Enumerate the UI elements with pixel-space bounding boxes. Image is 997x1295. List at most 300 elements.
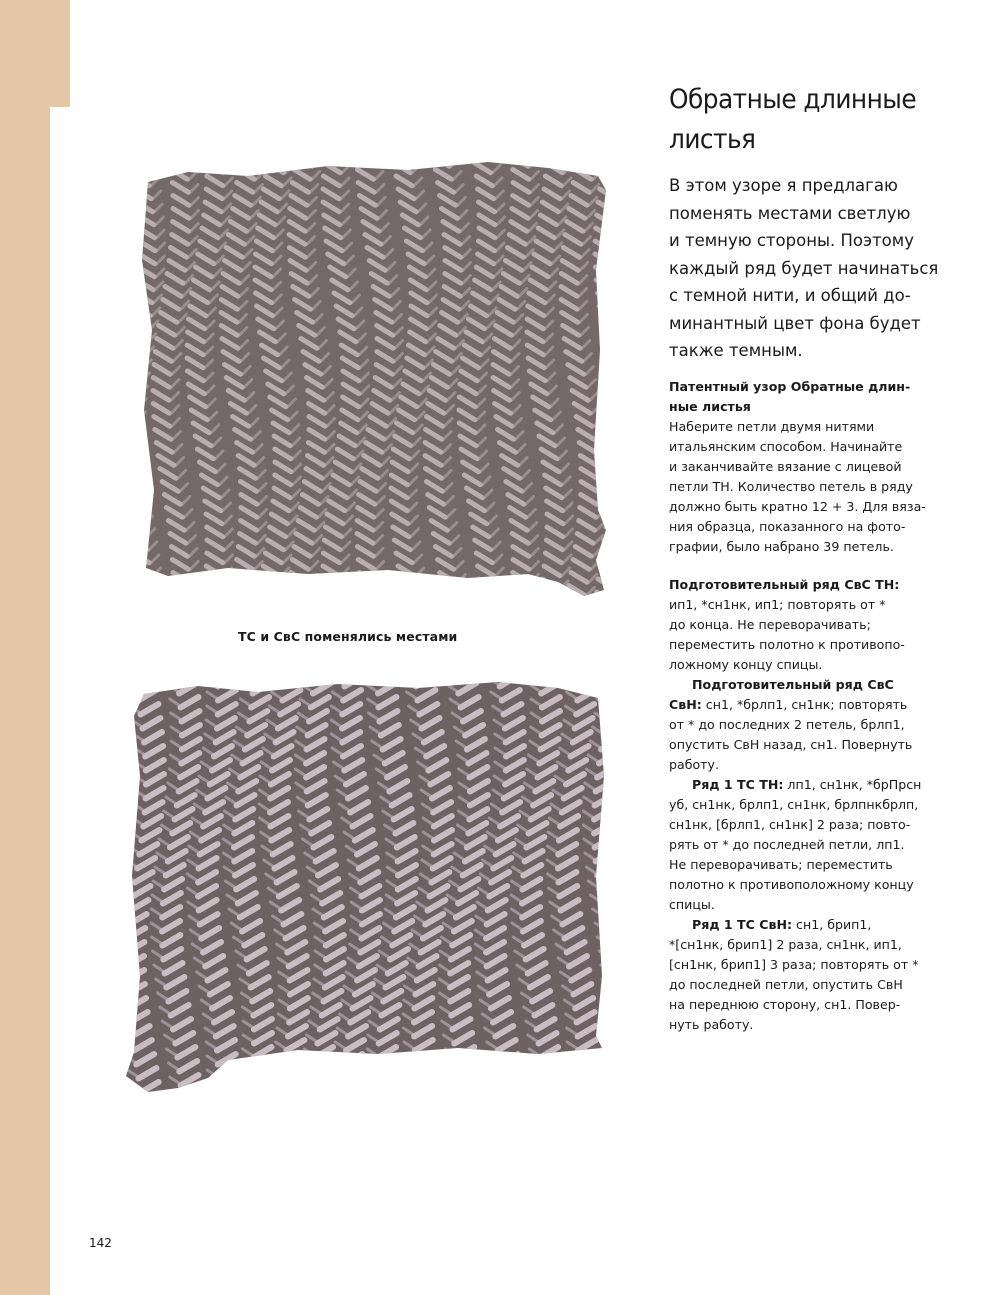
knit-stitch-stroke bbox=[118, 1000, 130, 1009]
knit-stitch-stroke bbox=[307, 1103, 325, 1106]
knit-stitch-stroke bbox=[603, 1103, 620, 1106]
knit-stitch-stroke bbox=[359, 573, 375, 583]
row-1-tc-svn-text: сн1, брип1, bbox=[792, 917, 872, 932]
knit-stitch-stroke bbox=[595, 267, 611, 277]
prep-row-2-line: опустить СвН назад, сн1. Повернуть bbox=[669, 737, 913, 752]
prep-row-1-line: ип1, *сн1нк, ип1; повторять от * bbox=[669, 597, 886, 612]
pattern-intro-line: графии, было набрано 39 петель. bbox=[669, 539, 894, 554]
knit-stitch-stroke bbox=[612, 963, 620, 974]
knit-stitch-stroke bbox=[494, 1098, 507, 1106]
knit-stitch-stroke bbox=[576, 1082, 594, 1093]
page-tab-side bbox=[0, 0, 50, 1295]
knit-stitch-stroke bbox=[402, 592, 418, 600]
knit-stitch-stroke bbox=[247, 1103, 265, 1106]
knit-stitch-stroke bbox=[314, 159, 322, 167]
knit-stitch-stroke bbox=[615, 217, 616, 225]
knit-stitch-stroke bbox=[529, 150, 537, 153]
knit-stitch-stroke bbox=[511, 599, 527, 601]
knit-stitch-stroke bbox=[173, 599, 189, 601]
knit-stitch-stroke bbox=[118, 986, 129, 995]
knit-stitch-stroke bbox=[243, 676, 256, 680]
knit-stitch-stroke bbox=[139, 477, 147, 485]
knit-stitch-stroke bbox=[602, 176, 616, 186]
knit-stitch-stroke bbox=[206, 1098, 219, 1106]
knit-stitch-stroke bbox=[291, 573, 307, 583]
row-1-tc-svn-line: *[сн1нк, брип1] 2 раза, сн1нк, ип1, bbox=[669, 937, 902, 952]
knit-stitch-stroke bbox=[602, 979, 615, 988]
knit-stitch-stroke bbox=[603, 1021, 616, 1030]
knit-stitch-stroke bbox=[357, 150, 373, 153]
knit-stitch-stroke bbox=[433, 157, 449, 167]
knit-stitch-stroke bbox=[331, 1098, 344, 1106]
pattern-intro-line: итальянским способом. Начинайте bbox=[669, 439, 903, 454]
knit-stitch-stroke bbox=[132, 319, 148, 329]
knit-stitch-stroke bbox=[479, 592, 495, 600]
knit-stitch-stroke bbox=[309, 1089, 327, 1100]
knit-stitch-stroke bbox=[614, 1019, 620, 1030]
knit-stitch-stroke bbox=[138, 412, 146, 420]
knit-stitch-stroke bbox=[342, 594, 350, 600]
knit-stitch-stroke bbox=[217, 1096, 235, 1106]
knit-stitch-stroke bbox=[578, 676, 596, 687]
knit-stitch-stroke bbox=[473, 150, 489, 160]
photo-caption: ТС и СвС поменялись местами bbox=[238, 629, 458, 644]
knit-stitch-stroke bbox=[443, 599, 459, 601]
knit-stitch-stroke bbox=[441, 586, 457, 596]
knit-stitch-stroke bbox=[609, 371, 616, 381]
knit-stitch-stroke bbox=[603, 332, 616, 342]
knit-stitch-stroke bbox=[597, 150, 605, 153]
knit-stitch-stroke bbox=[614, 230, 616, 238]
knit-stitch-stroke bbox=[261, 579, 277, 589]
intro-line: поменять местами светлую bbox=[669, 203, 911, 223]
knit-stitch-stroke bbox=[602, 553, 616, 563]
knit-stitch-stroke bbox=[612, 1047, 620, 1058]
knit-stitch-stroke bbox=[595, 254, 611, 264]
knit-stitch-stroke bbox=[411, 1098, 424, 1106]
knit-stitch-stroke bbox=[131, 540, 147, 550]
knit-stitch-stroke bbox=[173, 586, 189, 596]
knit-stitch-stroke bbox=[613, 269, 616, 277]
knit-stitch-stroke bbox=[601, 965, 614, 974]
knit-stitch-stroke bbox=[601, 893, 619, 904]
knit-stitch-stroke bbox=[614, 462, 616, 472]
knit-stitch-stroke bbox=[597, 445, 605, 453]
knit-stitch-stroke bbox=[331, 1084, 344, 1093]
knit-stitch-stroke bbox=[168, 150, 184, 153]
knit-stitch-stroke bbox=[251, 1075, 269, 1086]
row-1-tc-tn-line: полотно к противоположному концу bbox=[669, 877, 914, 892]
knit-stitch-stroke bbox=[225, 152, 233, 160]
knit-stitch-stroke bbox=[512, 586, 528, 596]
knit-stitch-stroke bbox=[128, 449, 135, 459]
knit-stitch-stroke bbox=[577, 157, 593, 167]
knit-stitch-stroke bbox=[218, 1082, 236, 1093]
knit-stitch-stroke bbox=[599, 685, 612, 694]
row-1-tc-svn-first-line bbox=[669, 915, 959, 935]
knit-stitch-stroke bbox=[613, 243, 616, 251]
knit-stitch-stroke bbox=[459, 1061, 477, 1072]
row-1-tc-tn-line: рять от * до последней петли, лп1. bbox=[669, 837, 905, 852]
knit-stitch-stroke bbox=[459, 588, 467, 596]
knit-stitch-stroke bbox=[128, 371, 140, 381]
knit-stitch-stroke bbox=[445, 676, 458, 680]
knit-stitch-stroke bbox=[128, 397, 137, 407]
knit-stitch-stroke bbox=[258, 159, 266, 167]
knit-stitch-stroke bbox=[379, 1089, 397, 1100]
knit-stitch-stroke bbox=[182, 1103, 200, 1106]
knit-stitch-stroke bbox=[456, 676, 474, 680]
knit-stitch-stroke bbox=[258, 150, 266, 153]
knit-stitch-stroke bbox=[122, 888, 135, 897]
pattern-instructions bbox=[669, 377, 959, 1035]
knit-stitch-stroke bbox=[456, 1047, 474, 1058]
knit-stitch-stroke bbox=[123, 1042, 136, 1051]
knit-stitch-stroke bbox=[191, 588, 199, 596]
knit-stitch-stroke bbox=[567, 599, 583, 601]
knit-stitch-stroke bbox=[280, 1082, 298, 1093]
intro-line: В этом узоре я предлагаю bbox=[669, 176, 898, 195]
knit-stitch-stroke bbox=[601, 319, 616, 329]
prep-row-2-line: от * до последних 2 петель, брлп1, bbox=[669, 717, 905, 732]
knit-stitch-stroke bbox=[465, 1103, 483, 1106]
knit-stitch-stroke bbox=[504, 1082, 522, 1093]
knit-stitch-stroke bbox=[279, 581, 287, 589]
knit-stitch-stroke bbox=[300, 1077, 313, 1086]
knit-stitch-stroke bbox=[233, 586, 249, 596]
knit-stitch-stroke bbox=[450, 1077, 463, 1086]
knit-stitch-stroke bbox=[207, 1084, 220, 1093]
knit-stitch-stroke bbox=[316, 150, 324, 153]
knit-stitch-stroke bbox=[132, 1098, 145, 1106]
knit-stitch-stroke bbox=[119, 1014, 132, 1023]
row-1-tc-tn-line: сн1нк, [брлп1, сн1нк] 2 раза; повто- bbox=[669, 817, 911, 832]
knit-stitch-stroke bbox=[207, 678, 220, 687]
knit-stitch-stroke bbox=[608, 697, 620, 708]
knit-stitch-stroke bbox=[156, 594, 164, 600]
knit-stitch-stroke bbox=[188, 159, 196, 167]
row-1-tc-svn-label: Ряд 1 ТС СвН: bbox=[692, 917, 793, 932]
knit-stitch-stroke bbox=[578, 1054, 596, 1065]
knit-stitch-stroke bbox=[378, 1061, 396, 1072]
knit-stitch-stroke bbox=[608, 1075, 620, 1086]
knit-stitch-stroke bbox=[416, 1054, 434, 1065]
knit-stitch-stroke bbox=[491, 1070, 504, 1079]
knit-stitch-stroke bbox=[610, 683, 620, 694]
knit-stitch-stroke bbox=[604, 540, 616, 550]
knit-stitch-stroke bbox=[531, 1091, 544, 1100]
knit-stitch-stroke bbox=[274, 1056, 287, 1065]
knit-stitch-stroke bbox=[171, 1105, 184, 1106]
knit-stitch-stroke bbox=[599, 306, 615, 316]
knit-stitch-stroke bbox=[268, 163, 284, 173]
row-1-tc-svn-line: [сн1нк, брип1] 3 раза; повторять от * bbox=[669, 957, 919, 972]
knit-stitch-stroke bbox=[235, 573, 251, 583]
knit-stitch-stroke bbox=[608, 514, 616, 524]
knit-stitch-stroke bbox=[129, 527, 145, 537]
knit-stitch-stroke bbox=[207, 150, 223, 160]
knit-stitch-stroke bbox=[411, 152, 419, 160]
knit-stitch-stroke bbox=[602, 1035, 615, 1044]
knit-stitch-stroke bbox=[143, 1096, 161, 1106]
knit-stitch-stroke bbox=[332, 1070, 345, 1079]
knit-stitch-stroke bbox=[121, 1028, 134, 1037]
knit-stitch-stroke bbox=[375, 159, 383, 167]
knit-stitch-stroke bbox=[296, 157, 312, 167]
knit-stitch-stroke bbox=[511, 150, 527, 153]
pattern-intro-line: должно быть кратно 12 + 3. Для вяза- bbox=[669, 499, 926, 514]
knit-stitch-stroke bbox=[128, 692, 141, 701]
knit-stitch-stroke bbox=[136, 676, 154, 687]
knit-stitch-stroke bbox=[308, 588, 316, 596]
knit-stitch-stroke bbox=[603, 725, 620, 736]
knit-stitch-stroke bbox=[182, 1089, 200, 1100]
knit-stitch-stroke bbox=[344, 1054, 362, 1065]
knit-stitch-stroke bbox=[282, 1068, 300, 1079]
knit-stitch-stroke bbox=[370, 1105, 383, 1106]
knit-stitch-stroke bbox=[531, 1077, 544, 1086]
knit-stitch-stroke bbox=[128, 475, 137, 485]
knit-stitch-stroke bbox=[128, 358, 142, 368]
knit-stitch-stroke bbox=[128, 423, 135, 433]
row-1-tc-svn-line: на переднюю сторону, сн1. Повер- bbox=[669, 997, 901, 1012]
knit-stitch-stroke bbox=[130, 332, 146, 342]
knit-stitch-stroke bbox=[269, 1084, 282, 1093]
knit-stitch-stroke bbox=[449, 150, 457, 153]
prep-row-2-line: работу. bbox=[669, 757, 719, 772]
knit-stitch-stroke bbox=[133, 176, 149, 186]
knit-stitch-stroke bbox=[342, 1082, 360, 1093]
knit-stitch-stroke bbox=[599, 879, 617, 890]
knit-stitch-stroke bbox=[600, 566, 616, 576]
knit-stitch-stroke bbox=[223, 581, 231, 589]
knit-stitch-stroke bbox=[236, 1105, 249, 1106]
prep-row-2-text: сн1, *брлп1, сн1нк; повторять bbox=[701, 697, 908, 712]
knit-stitch-stroke bbox=[315, 676, 333, 680]
intro-line: и темную стороны. Поэтому bbox=[669, 231, 914, 250]
knit-stitch-stroke bbox=[218, 676, 236, 687]
knit-stitch-stroke bbox=[597, 1077, 610, 1086]
pattern-heading: ные листья bbox=[669, 399, 751, 414]
knit-stitch-stroke bbox=[619, 790, 620, 799]
pattern-intro-line: ния образца, показанного на фото- bbox=[669, 519, 906, 534]
knit-stitch-stroke bbox=[614, 991, 620, 1002]
knit-stitch-stroke bbox=[505, 1096, 523, 1106]
knit-stitch-stroke bbox=[575, 1096, 593, 1106]
knit-stitch-stroke bbox=[431, 150, 447, 153]
knit-stitch-stroke bbox=[137, 451, 145, 459]
row-1-tc-tn-label: Ряд 1 ТС ТН: bbox=[692, 777, 784, 792]
knit-stitch-stroke bbox=[361, 586, 377, 596]
knit-stitch-stroke bbox=[278, 1096, 296, 1106]
knit-stitch-stroke bbox=[225, 165, 233, 173]
knit-stitch-stroke bbox=[288, 152, 296, 160]
knit-stitch-stroke bbox=[478, 579, 494, 589]
knit-stitch-stroke bbox=[598, 458, 606, 466]
knit-stitch-stroke bbox=[363, 599, 379, 601]
knit-stitch-stroke bbox=[567, 678, 580, 687]
prep-row-1-line: переместить полотно к противопо- bbox=[669, 637, 905, 652]
row-1-tc-tn-text: лп1, сн1нк, *брПрсн bbox=[783, 777, 922, 792]
knit-stitch-stroke bbox=[405, 678, 418, 687]
knit-stitch-stroke bbox=[605, 345, 616, 355]
knit-stitch-stroke bbox=[615, 295, 616, 303]
knit-stitch-stroke bbox=[343, 1068, 361, 1079]
knit-stitch-stroke bbox=[131, 163, 147, 173]
knit-stitch-stroke bbox=[615, 594, 616, 600]
knit-swatch-top-photo bbox=[128, 150, 616, 600]
knit-stitch-stroke bbox=[143, 503, 151, 511]
knit-stitch-stroke bbox=[491, 152, 499, 160]
knit-stitch-stroke bbox=[171, 1091, 184, 1100]
knit-stitch-stroke bbox=[418, 581, 426, 589]
knit-stitch-stroke bbox=[542, 1103, 560, 1106]
knit-stitch-stroke bbox=[614, 282, 616, 290]
knit-stitch-stroke bbox=[452, 1091, 465, 1100]
knit-stitch-stroke bbox=[138, 464, 146, 472]
knit-stitch-stroke bbox=[290, 586, 306, 596]
knit-stitch-stroke bbox=[342, 1096, 360, 1106]
knit-stitch-stroke bbox=[597, 865, 615, 876]
knit-stitch-stroke bbox=[324, 592, 340, 600]
knit-stitch-stroke bbox=[251, 588, 259, 596]
knit-stitch-stroke bbox=[309, 575, 317, 583]
knit-stitch-stroke bbox=[357, 157, 373, 167]
knit-stitch-stroke bbox=[619, 776, 620, 785]
knit-stitch-stroke bbox=[204, 592, 220, 600]
knit-stitch-stroke bbox=[166, 676, 179, 680]
knit-stitch-stroke bbox=[597, 293, 613, 303]
knit-stitch-stroke bbox=[277, 594, 285, 600]
knit-stitch-stroke bbox=[566, 1070, 579, 1079]
knit-stitch-stroke bbox=[240, 150, 256, 153]
knit-stitch-stroke bbox=[285, 676, 303, 687]
knit-stitch-stroke bbox=[170, 157, 186, 167]
knit-stitch-stroke bbox=[597, 592, 613, 600]
knit-stitch-stroke bbox=[603, 1007, 616, 1016]
knit-stitch-stroke bbox=[614, 410, 616, 420]
knit-stitch-stroke bbox=[529, 676, 542, 680]
knit-stitch-stroke bbox=[118, 916, 131, 925]
knit-stitch-stroke bbox=[128, 501, 141, 511]
knit-stitch-stroke bbox=[343, 152, 351, 160]
knit-stitch-stroke bbox=[577, 1068, 595, 1079]
knit-stitch-stroke bbox=[118, 972, 128, 981]
row-1-tc-tn-first-line bbox=[669, 775, 959, 795]
knit-stitch-stroke bbox=[601, 739, 619, 750]
knit-stitch-stroke bbox=[238, 1091, 251, 1100]
knit-stitch-stroke bbox=[463, 1089, 481, 1100]
knit-stitch-stroke bbox=[128, 514, 143, 524]
knit-stitch-stroke bbox=[596, 280, 612, 290]
knit-stitch-stroke bbox=[304, 676, 317, 680]
knit-stitch-stroke bbox=[274, 678, 287, 687]
knit-stitch-stroke bbox=[289, 599, 305, 601]
knit-stitch-stroke bbox=[393, 150, 409, 160]
knit-stitch-stroke bbox=[253, 575, 261, 583]
knit-stitch-stroke bbox=[601, 676, 614, 680]
knit-stitch-stroke bbox=[379, 1075, 397, 1086]
knit-stitch-stroke bbox=[613, 256, 616, 264]
knit-stitch-stroke bbox=[367, 1063, 380, 1072]
knit-stitch-stroke bbox=[542, 1089, 560, 1100]
knit-stitch-stroke bbox=[502, 1068, 520, 1079]
knit-stitch-stroke bbox=[313, 1061, 331, 1072]
knit-stitch-stroke bbox=[375, 150, 383, 153]
knit-stitch-stroke bbox=[599, 497, 607, 505]
knit-stitch-stroke bbox=[134, 306, 150, 316]
knit-stitch-stroke bbox=[615, 449, 616, 459]
knit-stitch-stroke bbox=[405, 1056, 418, 1065]
knit-stitch-stroke bbox=[608, 935, 620, 946]
knit-stitch-stroke bbox=[615, 436, 616, 446]
intro-line: каждый ряд будет начинаться bbox=[669, 258, 939, 278]
knit-stitch-stroke bbox=[218, 1068, 236, 1079]
knit-stitch-stroke bbox=[284, 1054, 302, 1065]
knit-stitch-stroke bbox=[530, 588, 538, 596]
pattern-intro-line: Наберите петли двумя нитями bbox=[669, 419, 875, 434]
knit-stitch-stroke bbox=[128, 410, 136, 420]
prep-row-1-line: до конца. Не переворачивать; bbox=[669, 617, 871, 632]
intro-line: минантный цвет фона будет bbox=[669, 313, 921, 333]
knit-stitch-stroke bbox=[341, 581, 349, 589]
knit-stitch-stroke bbox=[224, 568, 232, 576]
knit-stitch-stroke bbox=[530, 1063, 543, 1072]
row-1-tc-tn-line: уб, сн1нк, брлп1, сн1нк, брлпнкбрлп, bbox=[669, 797, 919, 812]
knit-stitch-stroke bbox=[604, 163, 616, 173]
knit-stitch-stroke bbox=[601, 1049, 614, 1058]
page-title-line: листья bbox=[669, 124, 756, 155]
knit-stitch-stroke bbox=[612, 488, 616, 498]
knit-stitch-stroke bbox=[334, 1056, 347, 1065]
knit-stitch-stroke bbox=[323, 579, 339, 589]
knit-stitch-stroke bbox=[118, 958, 128, 967]
knit-stitch-stroke bbox=[606, 921, 620, 932]
knit-stitch-stroke bbox=[242, 1063, 255, 1072]
knit-stitch-stroke bbox=[254, 676, 272, 680]
knit-stitch-stroke bbox=[128, 384, 138, 394]
knit-stitch-stroke bbox=[595, 159, 603, 167]
knit-stitch-stroke bbox=[540, 592, 556, 600]
knit-stitch-stroke bbox=[530, 159, 538, 167]
pattern-intro-line: и заканчивайте вязание с лицевой bbox=[669, 459, 902, 474]
knit-stitch-stroke bbox=[612, 676, 620, 680]
knit-stitch-stroke bbox=[118, 930, 129, 939]
knit-stitch-stroke bbox=[128, 488, 139, 498]
knit-stitch-stroke bbox=[311, 1075, 329, 1086]
intro-line: с темной нити, и общий до- bbox=[669, 286, 911, 305]
knit-stitch-stroke bbox=[606, 1089, 620, 1100]
knit-stitch-stroke bbox=[615, 423, 616, 433]
knit-stitch-stroke bbox=[259, 592, 275, 600]
knit-stitch-stroke bbox=[240, 1077, 253, 1086]
knit-stitch-stroke bbox=[565, 1084, 578, 1093]
knit-stitch-stroke bbox=[298, 1091, 311, 1100]
knit-stitch-stroke bbox=[420, 1082, 438, 1093]
knit-stitch-stroke bbox=[298, 150, 314, 153]
knit-stitch-stroke bbox=[606, 711, 620, 722]
knit-stitch-stroke bbox=[606, 150, 616, 160]
knit-stitch-stroke bbox=[558, 594, 566, 600]
knit-stitch-stroke bbox=[222, 594, 230, 600]
knit-stitch-stroke bbox=[378, 676, 396, 680]
knit-stitch-stroke bbox=[599, 951, 612, 960]
knit-stitch-stroke bbox=[599, 484, 607, 492]
knit-stitch-stroke bbox=[614, 1005, 620, 1016]
knit-stitch-stroke bbox=[596, 851, 614, 862]
intro-line: также темным. bbox=[669, 341, 803, 360]
knit-stitch-stroke bbox=[369, 1091, 382, 1100]
